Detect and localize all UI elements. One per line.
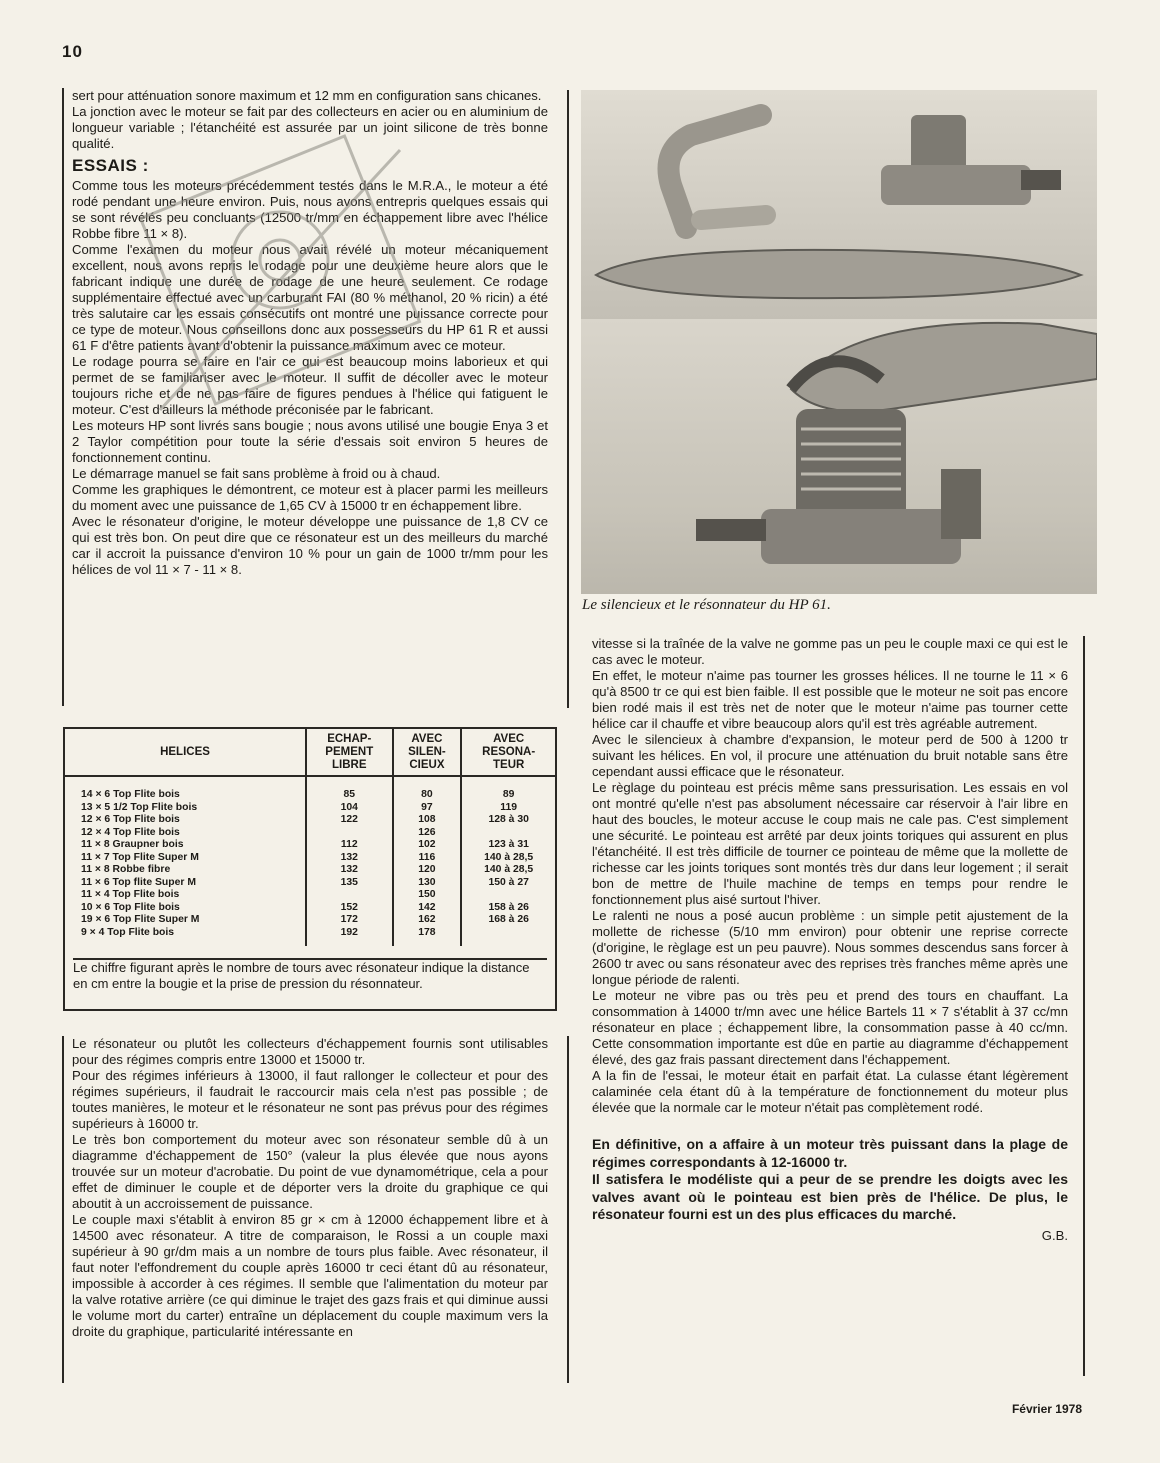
- header-silencieux: AVEC SILEN- CIEUX: [393, 729, 462, 776]
- cell-resonateur: [461, 927, 555, 940]
- page-number: 10: [62, 42, 83, 61]
- conclusion-paragraph: En définitive, on a affaire à un moteur très puissant dans la plage de régimes correspondants à 12-16000 tr.: [592, 1136, 1068, 1170]
- table-row: [65, 902, 555, 915]
- right-column: [592, 636, 1068, 1244]
- table-row: [65, 814, 555, 827]
- cell-resonateur: 128 à 30: [461, 814, 555, 827]
- table-row: [65, 802, 555, 815]
- cell-resonateur: 150 à 27: [461, 877, 555, 890]
- cell-helice: 10 × 6 Top Flite bois: [81, 901, 180, 913]
- cell-resonateur: 123 à 31: [461, 839, 555, 852]
- cell-silencieux: 80: [393, 789, 462, 802]
- cell-resonateur: [461, 827, 555, 840]
- cell-helice: 11 × 4 Top Flite bois: [81, 889, 180, 901]
- table-row: [65, 864, 555, 877]
- cell-helice: 11 × 7 Top Flite Super M: [81, 851, 199, 863]
- center-rule-bottom: [567, 1036, 569, 1383]
- left-column-top: [72, 88, 548, 578]
- cell-helice: 11 × 8 Robbe fibre: [81, 864, 171, 876]
- cell-libre: 135: [306, 877, 393, 890]
- author-signature: G.B.: [1041, 1227, 1068, 1243]
- cell-silencieux: 108: [393, 814, 462, 827]
- right-column-rule: [1083, 636, 1085, 1376]
- paragraph: Le couple maxi s'établit à environ 85 gr × cm à 12000 échappement libre et à 14500 avec résonateur. A titre de comparaison, le Rossi a un couple maxi supérieur à 90 gr/dm mais a un nombre de tours plus faible. Avec résonateur, il faut noter l'effondrement du couple après 16000 tr ceci étant dû au résonateur, impossible à accorder à ces régimes. Il semble que l'alimentation du moteur par la valve rotative arrière (ce qui diminue le trajet des gazs frais et qui diminue aussi le volume mort du carter) entraîne un déplacement du couple maximum vers la droite du graphique, particularité intéressante en: [72, 1212, 548, 1339]
- cell-resonateur: 140 à 28,5: [461, 852, 555, 865]
- paragraph: sert pour atténuation sonore maximum et 12 mm en configuration sans chicanes.: [72, 88, 542, 103]
- photo-collectors-and-silencer: [581, 90, 1097, 319]
- header-resonateur: AVEC RESONA- TEUR: [461, 729, 555, 776]
- paragraph: Comme les graphiques le démontrent, ce moteur est à placer parmi les meilleurs du moment avec une puissance de 1,65 CV à 15000 tr en échappement libre.: [72, 482, 548, 513]
- paragraph: Avec le résonateur d'origine, le moteur développe une puissance de 1,8 CV ce qui est très bon. On peut dire que ce résonateur est un des meilleurs du marché car il accroit la puissance d'environ 10 % pour un gain de 1000 tr/mm pour les hélices de vol 11 × 7 - 11 × 8.: [72, 514, 548, 577]
- cell-helice: 19 × 6 Top Flite Super M: [81, 914, 200, 926]
- paragraph: Le moteur ne vibre pas ou très peu et prend des tours en chauffant. La consommation à 14000 tr/mn avec une hélice Bartels 11 × 7 s'établit à 37 cc/mn résonateur en place ; échappement libre, la consommation passe à 40 cc/mn. Cette consommation importante est dûe en partie au diagramme d'échappement élevé, des gaz frais passant directement dans l'échappement.: [592, 988, 1068, 1067]
- paragraph: Le rodage pourra se faire en l'air ce qui est beaucoup moins laborieux et qui permet de se familiariser avec le moteur. Il suffit de décoller avec le moteur toujours riche et de ne pas faire de figures pendues à l'hélice qui fatiguent le moteur. C'est d'ailleurs la méthode préconisée par le fabricant.: [72, 354, 548, 417]
- cell-silencieux: 150: [393, 889, 462, 902]
- paragraph: Pour des régimes inférieurs à 13000, il faut rallonger le collecteur et pour des régimes supérieurs, il faudrait le raccourcir mais cela n'est pas possible ; de toutes manières, le moteur et le résonateur ne sont pas prévus pour des régimes supérieurs à 16000 tr.: [72, 1068, 548, 1131]
- propeller-rpm-table: [63, 727, 557, 1011]
- engine-resonator-illustration: [581, 319, 1097, 594]
- cell-libre: 122: [306, 814, 393, 827]
- table-row: [65, 927, 555, 940]
- cell-libre: [306, 827, 393, 840]
- cell-helice: 12 × 4 Top Flite bois: [81, 826, 180, 838]
- paragraph: Le résonateur ou plutôt les collecteurs d'échappement fournis sont utilisables pour des régimes compris entre 13000 et 15000 tr.: [72, 1036, 548, 1067]
- cell-libre: 192: [306, 927, 393, 940]
- cell-libre: 152: [306, 902, 393, 915]
- cell-libre: 85: [306, 789, 393, 802]
- cell-libre: 104: [306, 802, 393, 815]
- cell-libre: 112: [306, 839, 393, 852]
- cell-libre: 132: [306, 852, 393, 865]
- cell-helice: 11 × 6 Top flite Super M: [81, 876, 196, 888]
- center-rule-top: [567, 90, 569, 708]
- table-row: [65, 877, 555, 890]
- cell-silencieux: 120: [393, 864, 462, 877]
- paragraph: La jonction avec le moteur se fait par des collecteurs en acier ou en aluminium de longueur variable ; l'étanchéité est assurée par un joint silicone de très bonne qualité.: [72, 104, 548, 151]
- header-helices: HELICES: [65, 729, 306, 776]
- paragraph: Le ralenti ne nous a posé aucun problème : un simple petit ajustement de la mollette de richesse (5/10 mm environ) pour obtenir une reprise correcte (d'origine, le règlage est un peu pauvre). Nous sommes descendus sans forcer à 2600 tr avec ou sans résonateur avec des reprises très franches même après une longue période de ralenti.: [592, 908, 1068, 987]
- cell-silencieux: 130: [393, 877, 462, 890]
- cell-helice: 9 × 4 Top Flite bois: [81, 927, 175, 939]
- table-row: [65, 789, 555, 802]
- cell-resonateur: 168 à 26: [461, 914, 555, 927]
- left-column-bottom: [72, 1036, 548, 1340]
- footer-date: Février 1978: [1011, 1402, 1082, 1416]
- section-heading-essais: ESSAIS :: [72, 156, 149, 175]
- paragraph: Le très bon comportement du moteur avec son résonateur semble dû à un diagramme d'échappement de 150° (valeur la plus élevée que nous ayons trouvée sur un moteur d'acrobatie. Du point de vue dynamométrique, cela a pour effet de diminuer le couple et de déporter vers la droite du graphique ce qui aboutit à un accroissement de puissance.: [72, 1132, 548, 1211]
- paragraph: vitesse si la traînée de la valve ne gomme pas un peu le couple maxi ce qui est le cas avec le moteur.: [592, 636, 1068, 667]
- cell-silencieux: 142: [393, 902, 462, 915]
- paragraph: Les moteurs HP sont livrés sans bougie ; nous avons utilisé une bougie Enya 3 et 2 Taylor compétition pour toute la série d'essais soit environ 5 heures de fonctionnement continu.: [72, 418, 548, 465]
- cell-silencieux: 162: [393, 914, 462, 927]
- photo-engine-with-resonator: [581, 319, 1097, 594]
- conclusion-paragraph: Il satisfera le modéliste qui a peur de se prendre les doigts avec les valves avant où le pointeau est bien près de l'hélice. De plus, le résonateur fourni est un des plus efficaces du marché.: [592, 1171, 1068, 1222]
- header-echappement: ECHAP- PEMENT LIBRE: [306, 729, 393, 776]
- left-column-rule-top: [62, 88, 64, 706]
- paragraph: Le règlage du pointeau est précis même sans pressurisation. Les essais en vol ont montré qu'elle n'est pas absolument nécessaire car réservoir à l'air libre en haut des boucles, le moteur accuse le coup mais ne cale pas. C'est simplement une sécurité. Le pointeau est arrêté par deux joints toriques qui assurent en plus l'étanchéité. Il est très difficile de tourner ce pointeau de même que la mollette de richesse car les joints toriques sont montés très dur dans leur logement ; il serait bon de mettre de l'huile machine de temps en temps pour rendre le fonctionnement plus aisé surtout l'hiver.: [592, 780, 1068, 907]
- cell-silencieux: 97: [393, 802, 462, 815]
- cell-helice: 12 × 6 Top Flite bois: [81, 814, 180, 826]
- table-note: Le chiffre figurant après le nombre de tours avec résonateur indique la distance en cm entre la bougie et la prise de pression du résonnateur.: [73, 958, 547, 992]
- paragraph: A la fin de l'essai, le moteur était en parfait état. La culasse étant légèrement calaminée cela étant dû à la température de fonctionnement du moteur plus élevée que la normale car le moteur n'était pas complètement rodé.: [592, 1068, 1068, 1115]
- table-row: [65, 852, 555, 865]
- cell-resonateur: 140 à 28,5: [461, 864, 555, 877]
- cell-libre: 172: [306, 914, 393, 927]
- photo-caption: Le silencieux et le résonnateur du HP 61.: [582, 597, 831, 613]
- cell-helice: 14 × 6 Top Flite bois: [81, 789, 180, 800]
- cell-resonateur: 119: [461, 802, 555, 815]
- cell-silencieux: 102: [393, 839, 462, 852]
- paragraph: Comme l'examen du moteur nous avait révélé un moteur mécaniquement excellent, nous avons repris le rodage pour une deuxième heure alors que le fabricant indique une durée de rodage de une heure seulement. Ce rodage supplémentaire effectué avec un carburant FAI (80 % méthanol, 20 % ricin) a été très salutaire car les essais consécutifs ont montré une puissance correcte pour ce type de moteur. Nous conseillons donc aux possesseurs du HP 61 R et aussi 61 F d'être patients avant d'obtenir la puissance maximum avec ce moteur.: [72, 242, 548, 353]
- cell-resonateur: 89: [461, 789, 555, 802]
- cell-resonateur: [461, 889, 555, 902]
- paragraph: Avec le silencieux à chambre d'expansion, le moteur perd de 500 à 1200 tr suivant les hélices. En vol, il procure une atténuation du bruit notable sans être cependant aussi efficace que le résonateur.: [592, 732, 1068, 779]
- cell-libre: [306, 889, 393, 902]
- left-column-rule-bottom: [62, 1036, 64, 1383]
- cell-helice: 13 × 5 1/2 Top Flite bois: [81, 801, 198, 813]
- paragraph: Le démarrage manuel se fait sans problème à froid ou à chaud.: [72, 466, 441, 481]
- engine-parts-illustration: [581, 90, 1097, 319]
- cell-silencieux: 126: [393, 827, 462, 840]
- table-row: [65, 839, 555, 852]
- cell-silencieux: 178: [393, 927, 462, 940]
- cell-silencieux: 116: [393, 852, 462, 865]
- cell-helice: 11 × 8 Graupner bois: [81, 839, 184, 851]
- paragraph: En effet, le moteur n'aime pas tourner les grosses hélices. Il ne tourne le 11 × 6 qu'à 8500 tr ce qui est bien faible. Il est possible que le moteur ne soit pas encore bien rodé mais il est très net de noter que le moteur n'aime pas tourner cette hélice car il chauffe et vibre beaucoup alors qu'il est très agréable autrement.: [592, 668, 1068, 731]
- paragraph: Comme tous les moteurs précédemment testés dans le M.R.A., le moteur a été rodé pendant une heure environ. Puis, nous avons entrepris quelques essais qui se sont révélés peu concluants (12500 tr/mm en échappement libre avec l'hélice Robbe fibre 11 × 8).: [72, 178, 548, 241]
- table-row: [65, 827, 555, 840]
- table-row: [65, 889, 555, 902]
- cell-resonateur: 158 à 26: [461, 902, 555, 915]
- cell-libre: 132: [306, 864, 393, 877]
- table-row: [65, 914, 555, 927]
